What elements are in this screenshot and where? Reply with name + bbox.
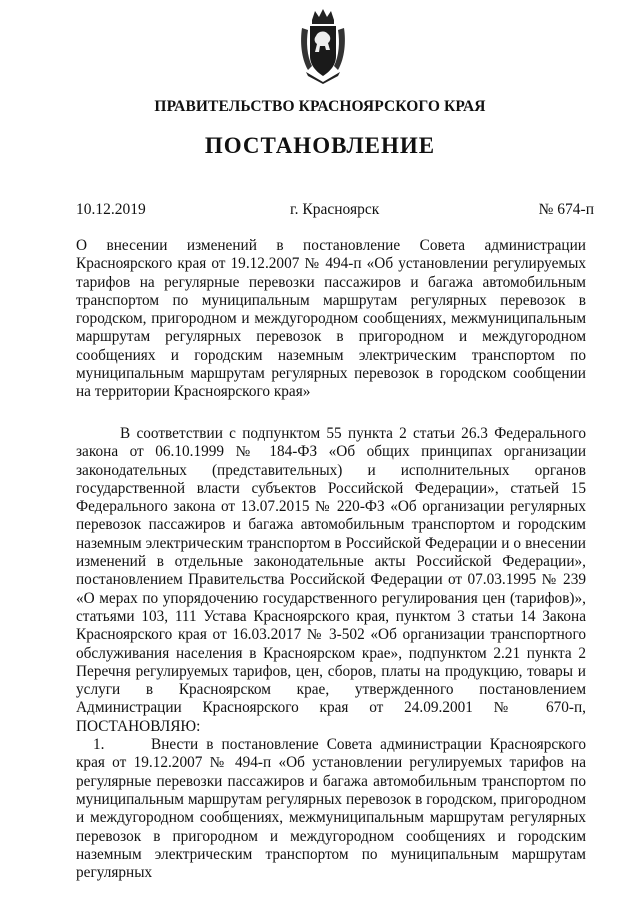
document-subject: О внесении изменений в постановление Совета администрации Красноярского края от 19.12.2007 № 494-п «Об установлении регулируемых тарифов на регулярные перевозки пассажиров и багажа автомобильным транспортом по муниципальным маршрутам регулярных перевозок в городском, пригородном и междугородном сообщениях, межмуниципальным маршрутам регулярных перевозок в пригородном и междугородном сообщениях и городским наземным электрическим транспортом по муниципальным маршрутам регулярных перевозок в городском сообщении на территории Красноярского края» [76,237,586,401]
document-city: г. Красноярск [290,201,380,218]
item-1-number: 1. [93,736,105,754]
document-number: № 674-п [538,201,594,218]
item-1-text: Внести в постановление Совета администрации Красноярского края от 19.12.2007 № 494-п «Об установлении регулируемых тарифов на регулярные перевозки пассажиров и багажа автомобильным транспортом по муниципальным маршрутам регулярных перевозок в городском, пригородном и междугородном сообщениях, межмуниципальным маршрутам регулярных перевозок в пригородном и междугородном сообщениях и городским наземным электрическим транспортом по муниципальным маршрутам регулярных [76,736,586,882]
document-date: 10.12.2019 [76,201,146,218]
preamble-paragraph: В соответствии с подпунктом 55 пункта 2 статьи 26.3 Федерального закона от 06.10.1999 № 184-ФЗ «Об общих принципах организации законодательных (представительных) и исполнительных органов государственной власти субъектов Российской Федерации», статьей 15 Федерального закона от 13.07.2015 № 220-ФЗ «Об организации регулярных перевозок пассажиров и багажа автомобильным транспортом и городским наземным электрическим транспортом в Российской Федерации и о внесении изменений в отдельные законодательные акты Российской Федерации», постановлением Правительства Российской Федерации от 07.03.1995 № 239 «О мерах по упорядочению государственного регулирования цен (тарифов)», статьями 103, 111 Устава Красноярского края, пунктом 3 статьи 14 Закона Красноярского края от 16.03.2017 № 3-502 «Об организации транспортного обслуживания населения в Красноярском крае», подпунктом 2.21 пункта 2 Перечня регулируемых тарифов, цен, сборов, платы на продукцию, товары и услуги в Красноярском крае, утвержденного постановлением Администрации Красноярского края от 24.09.2001 № 670-п, ПОСТАНОВЛЯЮ: [76,425,586,735]
document-type-title: ПОСТАНОВЛЕНИЕ [204,133,436,158]
document-meta-row [76,201,594,221]
government-title: ПРАВИТЕЛЬСТВО КРАСНОЯРСКОГО КРАЯ [154,98,486,115]
krasnoyarsk-coat-of-arms-icon [298,6,348,84]
document-body [76,425,586,882]
item-1-paragraph [76,736,586,882]
